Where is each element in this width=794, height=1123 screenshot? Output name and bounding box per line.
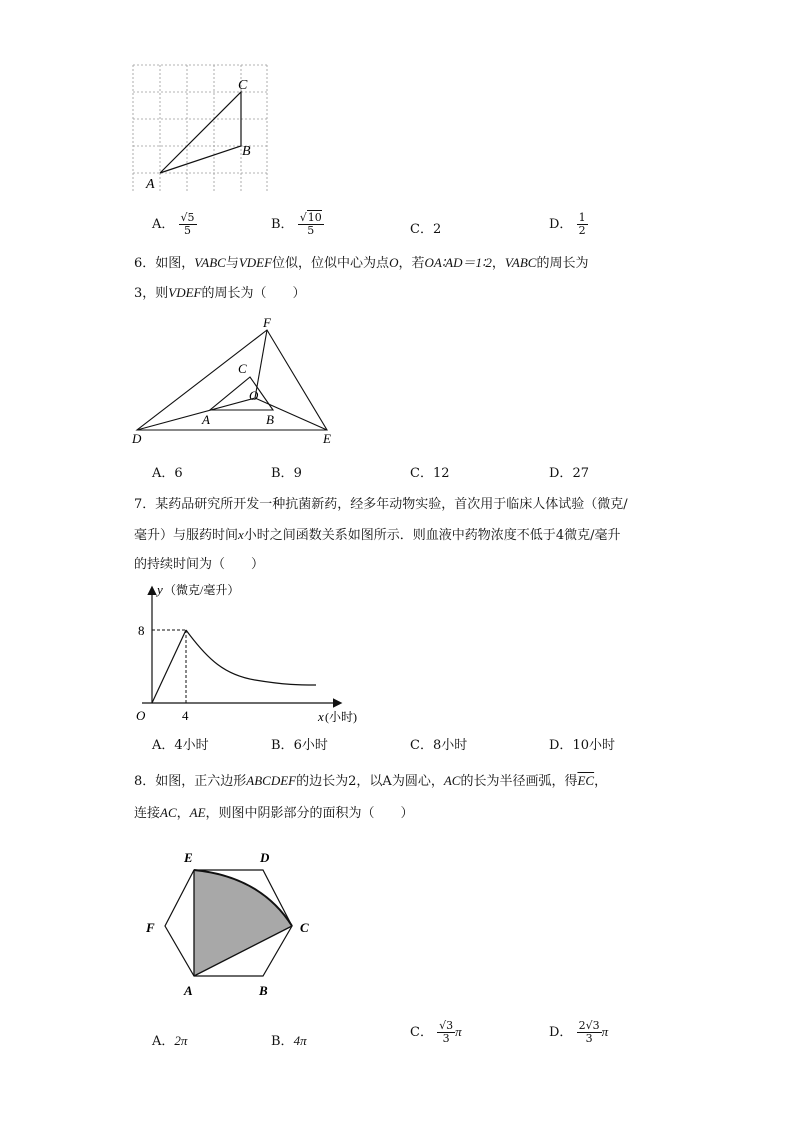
q7-option-a[interactable]: A．4小时 xyxy=(152,738,209,753)
label-a: A xyxy=(202,412,210,427)
q7-option-d[interactable]: D．10小时 xyxy=(549,738,615,753)
q7-option-c[interactable]: C．8小时 xyxy=(410,738,468,753)
radicand: 10 xyxy=(307,211,322,224)
y-tick-8: 8 xyxy=(138,623,145,638)
q6-line-2: 3，则VDEF的周长为（ ） xyxy=(134,285,306,301)
shaded-sector xyxy=(194,870,292,976)
denominator: 5 xyxy=(307,224,315,237)
arc-ec: $\overline{EC}$ xyxy=(577,773,595,788)
numerator: 1 xyxy=(578,211,586,224)
decay-curve xyxy=(186,630,316,685)
q5-option-c[interactable] xyxy=(410,218,441,237)
fraction xyxy=(577,212,588,237)
denominator: 5 xyxy=(184,224,192,237)
q7-line-3: 的持续时间为（ ） xyxy=(134,557,265,572)
label-e: E xyxy=(323,431,331,446)
x-axis-unit: (小时) xyxy=(325,710,357,724)
label-c: C xyxy=(238,361,247,376)
q7-concentration-graph xyxy=(130,580,380,728)
triangle-abc xyxy=(210,377,273,410)
option-value: 2 xyxy=(432,222,442,237)
q6-line-1: 6．如图，VABC与VDEF位似，位似中心为点O，若OA∶AD＝1∶2，VABC的周长为 xyxy=(134,255,589,271)
label-d: D xyxy=(132,431,142,446)
fraction: $\frac{√3}{3}$ xyxy=(439,1019,454,1045)
y-axis-var: y xyxy=(157,582,163,597)
label-b: B xyxy=(242,144,251,159)
label-f: F xyxy=(263,315,271,330)
fraction xyxy=(298,212,324,237)
triangle-def xyxy=(137,330,327,430)
label-a: A xyxy=(184,983,193,998)
x-tick-4: 4 xyxy=(182,708,189,723)
numerator: √5 xyxy=(180,211,195,224)
q8-hexagon-figure xyxy=(140,846,320,1006)
q5-option-a[interactable] xyxy=(152,212,197,237)
label-e: E xyxy=(184,850,193,865)
q8-line-1: 8．如图，正六边形ABCDEF的边长为2，以A为圆心，AC的长为半径画弧，得$\overline{EC}$， xyxy=(134,773,608,789)
fraction: $\frac{2√3}{3}$ xyxy=(578,1019,600,1045)
q5-option-b[interactable] xyxy=(271,212,324,237)
y-axis-unit: （微克/毫升） xyxy=(164,583,240,597)
label-f: F xyxy=(146,920,155,935)
q8-option-b[interactable]: B．4π xyxy=(271,1033,307,1049)
denominator: 2 xyxy=(578,224,586,237)
triangle-abc xyxy=(160,92,241,173)
q6-option-d[interactable]: D．27 xyxy=(549,466,589,481)
label-b: B xyxy=(266,412,274,427)
q8-line-2: 连接AC，AE，则图中阴影部分的面积为（ ） xyxy=(134,805,414,821)
q6-option-c[interactable]: C．12 xyxy=(410,466,450,481)
option-letter: D． xyxy=(549,217,573,232)
option-letter: C． xyxy=(410,222,433,237)
q7-option-b[interactable]: B．6小时 xyxy=(271,738,328,753)
ray-od xyxy=(137,398,255,430)
fraction xyxy=(179,212,197,237)
option-letter: B． xyxy=(271,217,294,232)
label-d: D xyxy=(260,850,270,865)
q7-line-1: 7．某药品研究所开发一种抗菌新药，经多年动物实验，首次用于临床人体试验（微克/ xyxy=(134,497,628,512)
option-letter: A． xyxy=(152,217,175,232)
q5-grid-figure xyxy=(128,62,273,192)
sqrt-sign: √ xyxy=(299,211,307,224)
x-axis-var: x xyxy=(318,709,324,724)
label-b: B xyxy=(259,983,268,998)
rising-segment xyxy=(152,630,186,703)
q8-option-a[interactable]: A．2π xyxy=(152,1033,188,1049)
q8-option-d[interactable]: D． $\frac{2√3}{3}$ π xyxy=(549,1019,609,1045)
label-c: C xyxy=(238,78,248,93)
q6-option-a[interactable]: A．6 xyxy=(152,466,183,481)
label-c: C xyxy=(300,920,309,935)
origin-label: O xyxy=(136,708,146,723)
q6-similar-triangles-figure xyxy=(128,312,348,447)
label-o: O xyxy=(249,388,259,403)
q7-line-2: 毫升）与服药时间x小时之间函数关系如图所示．则血液中药物浓度不低于4微克/毫升 xyxy=(134,527,621,543)
label-a: A xyxy=(146,177,155,192)
q5-option-d[interactable] xyxy=(549,212,588,237)
q6-option-b[interactable]: B．9 xyxy=(271,466,302,481)
q8-option-c[interactable]: C． $\frac{√3}{3}$ π xyxy=(410,1019,462,1045)
